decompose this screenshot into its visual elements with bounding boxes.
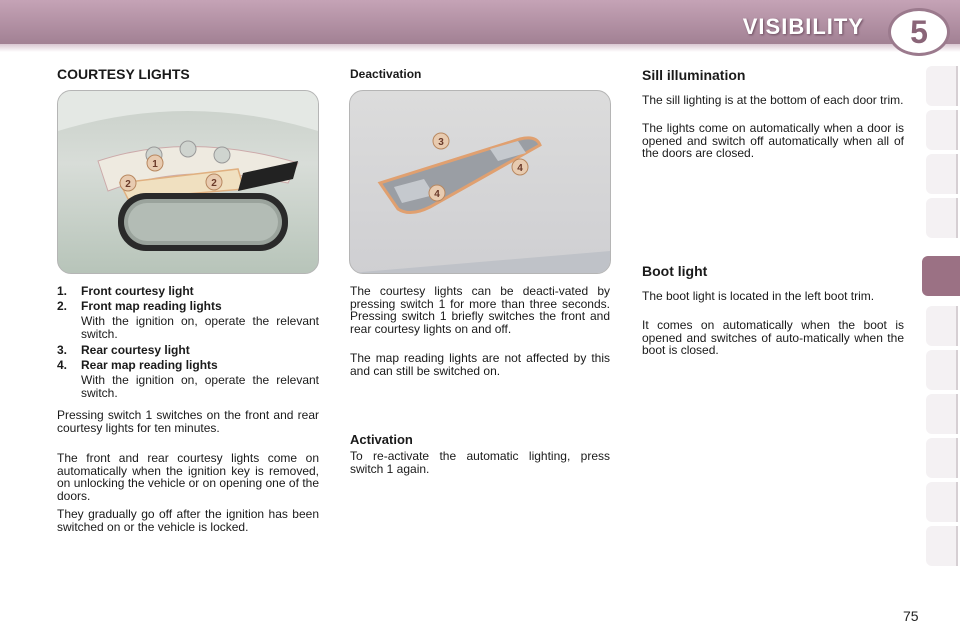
paragraph-map-lights: The map reading lights are not affected by this and can still be switched on. — [350, 351, 610, 378]
front-ceiling-photo — [57, 90, 319, 274]
chapter-tab — [926, 482, 958, 522]
chapter-tab-active — [922, 256, 960, 296]
list-item: 4. Rear map reading lights — [57, 358, 218, 372]
page-number: 75 — [903, 608, 919, 624]
chapter-tab — [926, 306, 958, 346]
list-item: 2. Front map reading lights — [57, 299, 222, 313]
chapter-tab — [926, 154, 958, 194]
list-item-note: With the ignition on, operate the relevant switch. — [81, 373, 319, 400]
deactivation-heading: Deactivation — [350, 67, 422, 81]
courtesy-lights-heading: COURTESY LIGHTS — [57, 66, 190, 82]
paragraph-automatic-on: The front and rear courtesy lights come on automatically when the ignition key is removed, on unlocking the vehicle or on opening one of the doors. — [57, 451, 319, 503]
boot-light-heading: Boot light — [642, 263, 708, 279]
paragraph-sill-location: The sill lighting is at the bottom of each door trim. — [642, 93, 904, 107]
chapter-tab — [926, 350, 958, 390]
callout-4-left: 4 — [434, 189, 440, 200]
list-item: 3. Rear courtesy light — [57, 343, 190, 357]
callout-2-left: 2 — [125, 179, 131, 190]
sill-illumination-heading: Sill illumination — [642, 67, 746, 83]
paragraph-boot-location: The boot light is located in the left boot trim. — [642, 289, 875, 303]
chapter-tab — [926, 394, 958, 434]
chapter-tab — [926, 526, 958, 566]
callout-2-right: 2 — [211, 178, 217, 189]
paragraph-boot-operation: It comes on automatically when the boot is opened and switches of auto-matically when the boot is closed. — [642, 318, 904, 357]
callout-4-right: 4 — [517, 163, 523, 174]
paragraph-deactivation: The courtesy lights can be deacti-vated by pressing switch 1 for more than three seconds. Pressing switch 1 briefly switches the front and rear courtesy lights on and off. — [350, 284, 610, 336]
paragraph-sill-operation: The lights come on automatically when a door is opened and switch off automatically when all of the doors are closed. — [642, 121, 904, 160]
chapter-tab — [926, 198, 958, 238]
paragraph-automatic-off: They gradually go off after the ignition has been switched on or the vehicle is locked. — [57, 507, 319, 534]
header-fade — [0, 44, 960, 52]
list-item-note: With the ignition on, operate the relevant switch. — [81, 314, 319, 341]
callout-3: 3 — [438, 137, 444, 148]
rear-ceiling-photo — [349, 90, 611, 274]
chapter-tabs — [926, 66, 960, 574]
courtesy-lights-list — [57, 285, 319, 403]
chapter-number-badge: 5 — [888, 8, 950, 56]
list-item: 1. Front courtesy light — [57, 284, 194, 298]
chapter-tab — [926, 66, 958, 106]
rear-ceiling-illustration — [350, 91, 610, 273]
activation-heading: Activation — [350, 432, 413, 447]
paragraph-activation: To re-activate the automatic lighting, press switch 1 again. — [350, 449, 610, 476]
front-ceiling-illustration — [58, 91, 318, 273]
chapter-title: VISIBILITY — [742, 14, 864, 39]
callout-1: 1 — [152, 159, 158, 170]
chapter-tab — [926, 438, 958, 478]
paragraph-switch-1: Pressing switch 1 switches on the front and rear courtesy lights for ten minutes. — [57, 408, 319, 435]
chapter-tab — [926, 110, 958, 150]
